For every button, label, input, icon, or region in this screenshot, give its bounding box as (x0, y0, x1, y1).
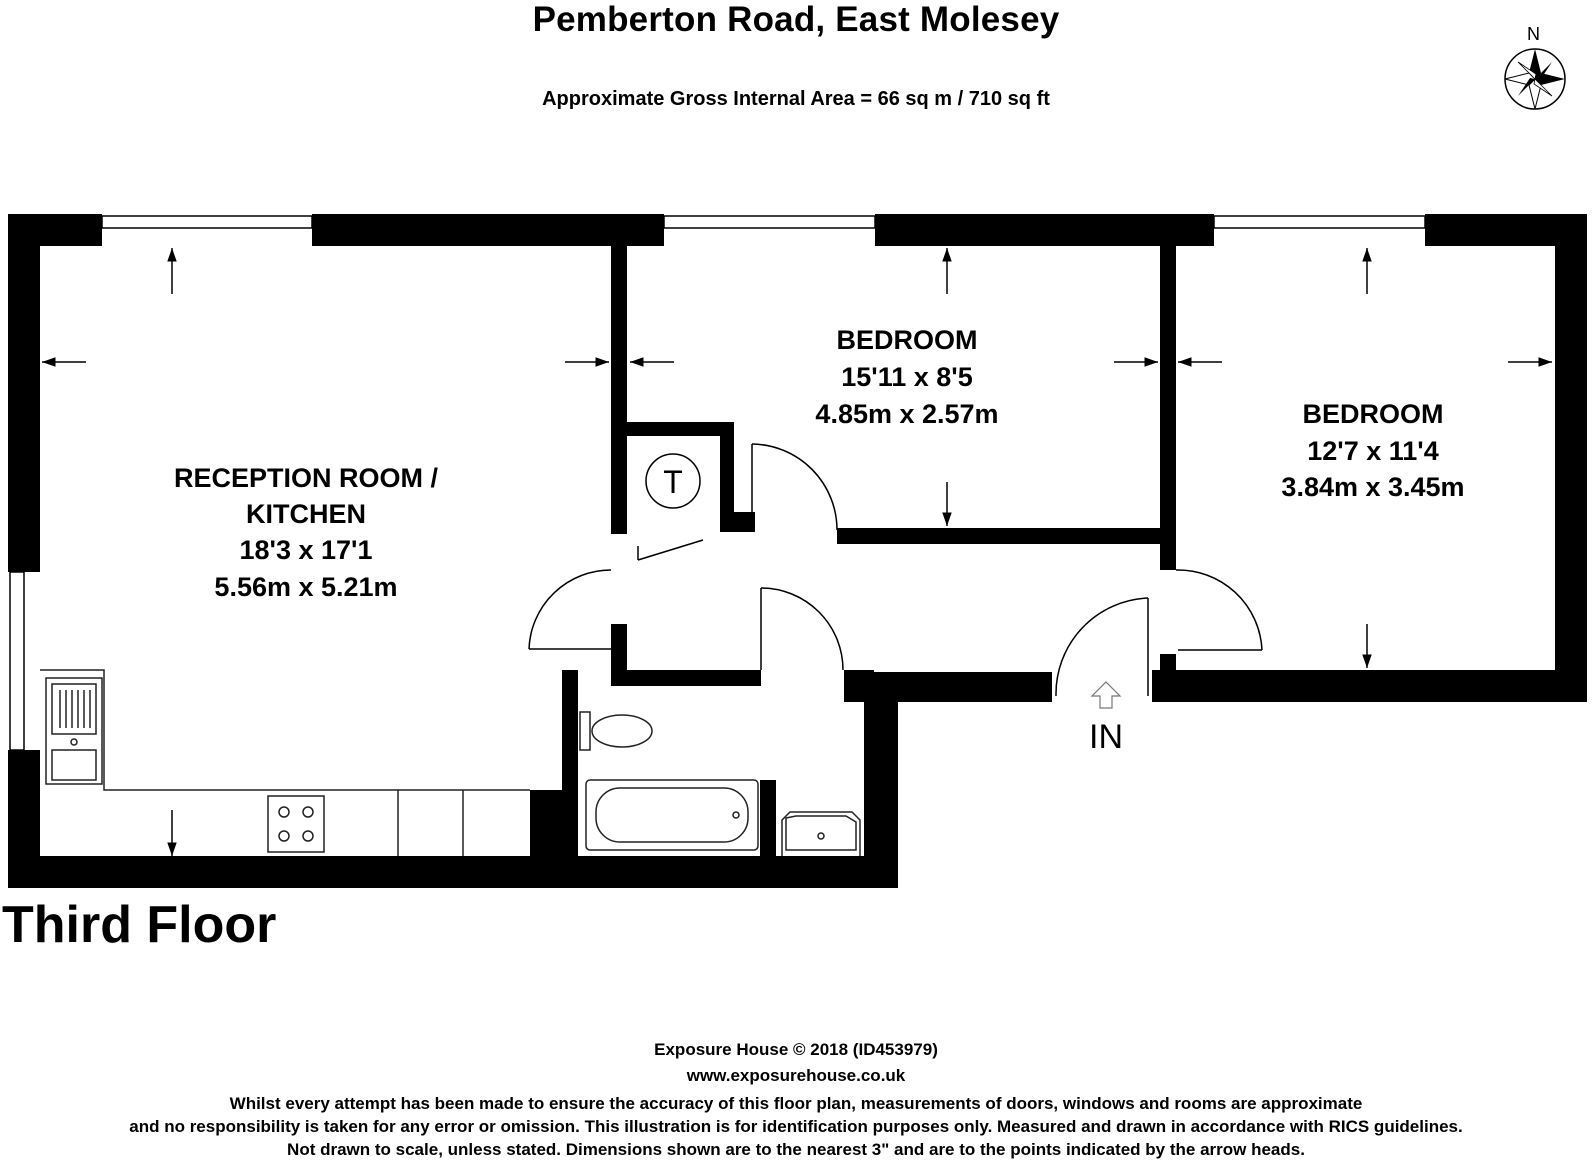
footer-disclaimer-2: and no responsibility is taken for any error or omission. This illustration is for identification purposes only. Measured and drawn in accordance with RICS guidelines. (129, 1117, 1463, 1136)
reception-name-line2: KITCHEN (246, 499, 366, 529)
reception-name-line1: RECEPTION ROOM / (173, 463, 439, 493)
bedroom2-name: BEDROOM (1302, 399, 1444, 429)
bedroom1-imperial: 15'11 x 8'5 (841, 362, 973, 392)
entrance-label: IN (1089, 718, 1123, 756)
compass-north-label: N (1527, 24, 1540, 44)
footer-website[interactable]: www.exposurehouse.co.uk (686, 1066, 906, 1085)
hob-icon (268, 796, 324, 852)
window-bedroom-1 (664, 216, 875, 228)
entrance-arrow-icon (1092, 682, 1120, 708)
reception-imperial: 18'3 x 17'1 (239, 535, 373, 565)
bedroom2-metric: 3.84m x 3.45m (1281, 472, 1465, 502)
gross-area: Approximate Gross Internal Area = 66 sq m / 710 sq ft (542, 88, 1050, 110)
toilet-icon (580, 712, 590, 750)
footer-disclaimer-3: Not drawn to scale, unless stated. Dimensions shown are to the nearest 3" and are to the points indicated by the arrow heads. (287, 1140, 1305, 1159)
bedroom2-imperial: 12'7 x 11'4 (1307, 436, 1439, 466)
window-bedroom-2 (1214, 216, 1425, 228)
footer-disclaimer-1: Whilst every attempt has been made to ensure the accuracy of this floor plan, measurements of doors, windows and rooms are approximate (229, 1094, 1363, 1113)
bath-icon (586, 780, 758, 850)
floor-label: Third Floor (2, 896, 277, 954)
bathroom-fixtures (580, 712, 860, 856)
kitchen-fixtures (40, 670, 530, 856)
footer-company: Exposure House © 2018 (ID453979) (654, 1040, 938, 1059)
sink-icon (46, 678, 102, 784)
bedroom1-name: BEDROOM (836, 325, 978, 355)
reception-metric: 5.56m x 5.21m (214, 572, 398, 602)
cupboard-label: T (663, 464, 683, 500)
bedroom1-metric: 4.85m x 2.57m (815, 399, 999, 429)
plan-title: Pemberton Road, East Molesey (532, 0, 1060, 39)
compass-icon (1505, 49, 1565, 109)
window-reception-side (10, 572, 24, 750)
window-reception (102, 216, 312, 228)
doors (529, 444, 1262, 696)
